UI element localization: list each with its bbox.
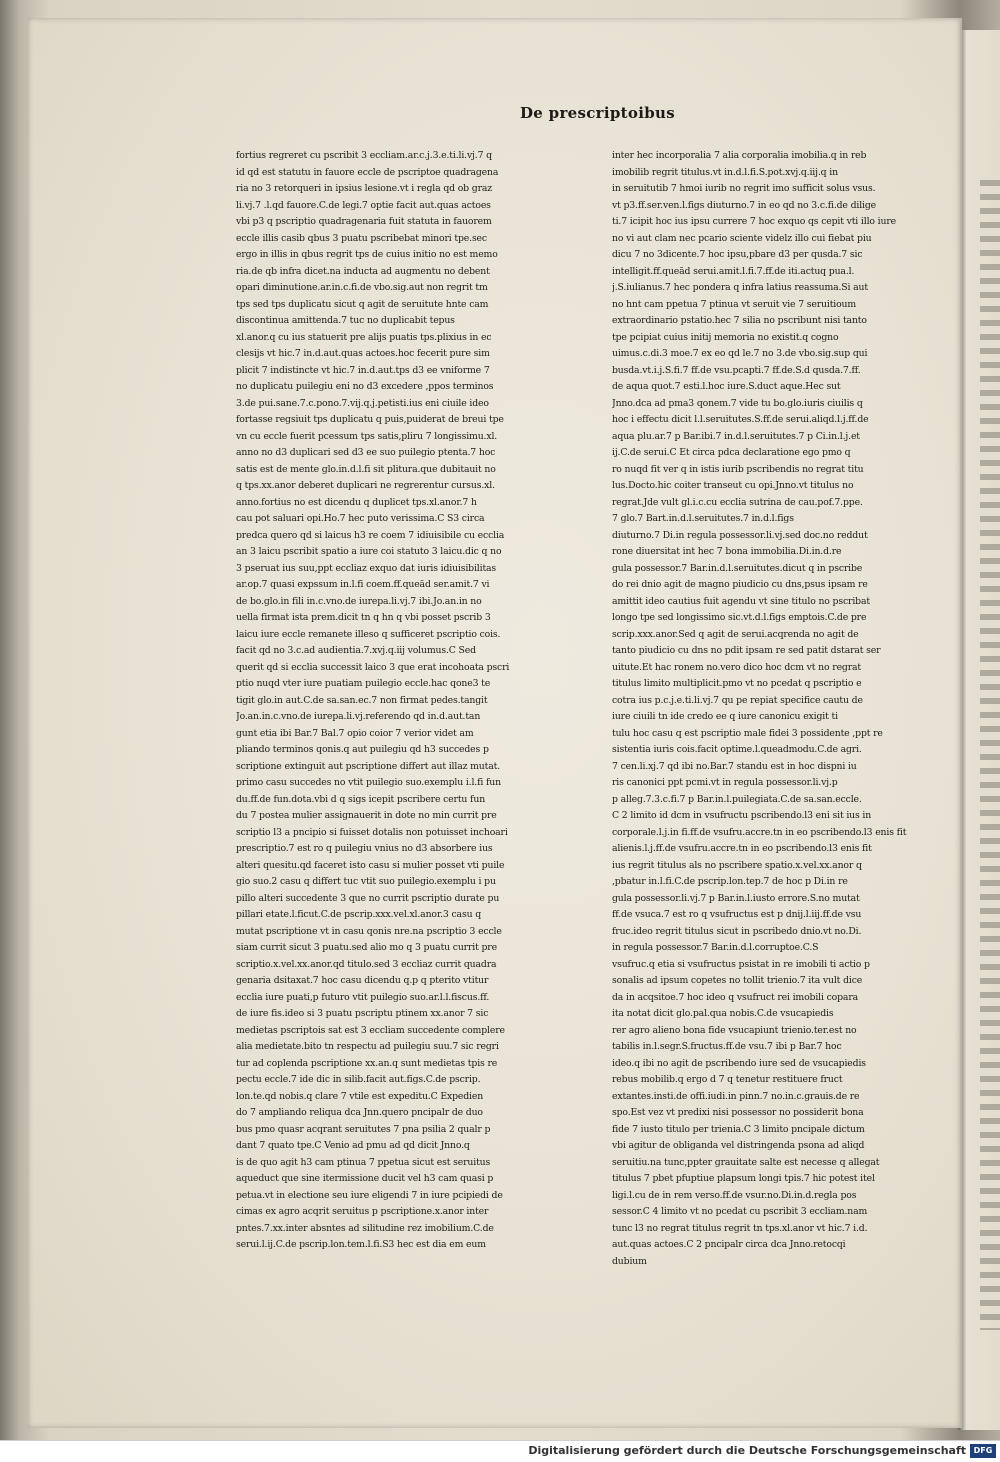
text-line: rone diuersitat int hec 7 bona immobilia.Di.in.d.re	[612, 546, 842, 557]
text-line: siam currit sicut 3 puatu.sed alio mo q 3 puatu currit pre	[236, 942, 497, 953]
text-line: id qd est statutu in fauore eccle de pscriptoe quadragena	[236, 166, 499, 178]
text-line: tpe pcipiat cuius initij memoria no existit.q cogno	[612, 331, 839, 343]
text-line: uitute.Et hac ronem no.vero dico hoc dcm vt no regrat	[612, 661, 861, 673]
text-line: no duplicatu puilegiu eni no d3 excedere ,ppos terminos	[236, 381, 494, 392]
text-line: clesijs vt hic.7 in.d.aut.quas actoes.hoc fecerit pure sim	[236, 348, 490, 359]
text-line: intelligit.ff.queād serui.amit.l.fi.7.ff.de iti.actuq pua.l.	[612, 265, 855, 277]
digitization-footer	[0, 1440, 1000, 1462]
text-line: li.vj.7 .l.qd fauore.C.de legi.7 optie facit aut.quas actoes	[236, 199, 491, 211]
text-line: dant 7 quato tpe.C Venio ad pmu ad qd dicit Jnno.q	[236, 1140, 470, 1151]
text-line: mutat pscriptione vt in casu qonis nre.na pscriptio 3 eccle	[236, 925, 502, 937]
text-line: q tps.xx.anor deberet duplicari ne regrerentur cursus.xl.	[236, 480, 495, 491]
text-line: fruc.ideo regrit titulus sicut in pscribedo dnio.vt no.Di.	[612, 925, 862, 937]
text-line: tanto piudicio cu dns no pdit ipsam re sed patit dstarat ser	[612, 645, 881, 656]
text-line: medietas pscriptois sat est 3 eccliam succedente complere	[236, 1024, 505, 1036]
text-line: pectu eccle.7 ide dic in silib.facit aut.figs.C.de pscrip.	[236, 1074, 481, 1085]
text-line: lus.Docto.hic coiter transeut cu opi.Jnno.vt titulus no	[612, 480, 854, 491]
text-line: is de quo agit h3 cam ptinua 7 ppetua sicut est seruitus	[236, 1156, 491, 1168]
text-line: discontinua amittenda.7 tuc no duplicabit tepus	[236, 315, 455, 326]
text-line: ti.7 icipit hoc ius ipsu currere 7 hoc exquo qs cepit vti illo iure	[612, 216, 896, 227]
text-line: du 7 postea mulier assignauerit in dote no min currit pre	[236, 810, 497, 821]
text-line: pillo alteri succedente 3 que no currit pscriptio durate pu	[236, 892, 500, 904]
text-line: ff.de vsuca.7 est ro q vsufructus est p dnij.l.iij.ff.de vsu	[612, 909, 862, 920]
text-line: ptio nuqd vter iure puatiam puilegio eccle.hac qone3 te	[236, 678, 491, 689]
text-line: no hnt cam ppetua 7 ptinua vt seruit vie 7 seruitioum	[612, 298, 857, 310]
text-line: genaria dsitaxat.7 hoc casu dicendu q.p q pterito vtitur	[236, 975, 489, 986]
text-line: an 3 laicu pscribit spatio a iure coi statuto 3 laicu.dic q no	[236, 546, 502, 557]
text-line: scriptio.x.vel.xx.anor.qd titulo.sed 3 eccliaz currit quadra	[236, 958, 497, 970]
text-line: vbi agitur de obliganda vel distringenda psona ad aliqd	[612, 1140, 865, 1151]
text-line: iure ciuili tn ide credo ee q iure canonicu exigit ti	[612, 711, 838, 722]
dfg-logo: DFG	[970, 1444, 996, 1458]
text-line: bus pmo quasr acqrant seruitutes 7 pna psilia 2 qualr p	[236, 1123, 491, 1135]
text-line: cimas ex agro acqrit seruitus p pscriptione.x.anor inter	[236, 1206, 489, 1217]
text-line: gula possessor.li.vj.7 p Bar.in.l.iusto errore.S.no mutat	[612, 892, 860, 904]
text-line: ria.de qb infra dicet.na inducta ad augmentu no debent	[236, 265, 490, 277]
text-line: predca quero qd si laicus h3 re coem 7 idiuisibile cu ecclia	[236, 529, 505, 541]
text-line: xl.anor.q cu ius statuerit pre alijs puatis tps.plixius in ec	[236, 331, 492, 343]
text-line: tabilis in.l.segr.S.fructus.ff.de vsu.7 ibi p Bar.7 hoc	[612, 1041, 842, 1052]
text-line: ria no 3 retorqueri in ipsius lesione.vt i regla qd ob graz	[236, 183, 493, 194]
text-line: rebus mobilib.q ergo d 7 q tenetur restituere fruct	[612, 1074, 843, 1085]
text-line: primo casu succedes no vtit puilegio suo.exemplu i.l.fi fun	[236, 777, 501, 788]
text-line: extantes.insti.de offi.iudi.in pinn.7 no.in.c.grauis.de re	[612, 1090, 860, 1102]
text-line: 7 cen.li.xj.7 qd ibi no.Bar.7 standu est in hoc dispni iu	[612, 760, 857, 772]
text-line: gunt etia ibi Bar.7 Bal.7 opio coior 7 verior videt am	[236, 727, 474, 739]
text-line: tps sed tps duplicatu sicut q agit de seruitute hnte cam	[236, 298, 489, 310]
text-line: 3.de pui.sane.7.c.pono.7.vij.q.j.petisti.ius eni ciuile ideo	[236, 397, 489, 409]
text-line: Jo.an.in.c.vno.de iurepa.li.vj.referendo qd in.d.aut.tan	[236, 711, 481, 722]
text-line: uella firmat ista prem.dicit tn q hn q vbi posset pscrib 3	[236, 612, 491, 623]
text-line: do rei dnio agit de magno piudicio cu dns,psus ipsam re	[612, 579, 868, 590]
text-line: C 2 limito id dcm in vsufructu pscribendo.l3 eni sit ius in	[612, 810, 872, 821]
text-line: aut.quas actoes.C 2 pncipalr circa dca Jnno.retocqi	[612, 1239, 846, 1250]
text-line: petua.vt in electione seu iure eligendi 7 in iure pcipiedi de	[236, 1189, 503, 1201]
text-line: ideo.q ibi no agit de pscribendo iure sed de vsucapiedis	[612, 1057, 866, 1069]
text-line: hoc i effectu dicit l.l.seruitutes.S.ff.de serui.aliqd.l.j.ff.de	[612, 414, 869, 425]
text-line: ,pbatur in.l.fi.C.de pscrip.lon.tep.7 de hoc p Di.in re	[612, 876, 848, 887]
text-line: facit qd no 3.c.ad audientia.7.xvj.q.iij volumus.C Sed	[236, 645, 476, 656]
text-line: scrip.xxx.anor.Sed q agit de serui.acqrenda no agit de	[612, 628, 859, 640]
text-line: aqueduct que sine itermissione ducit vel h3 cam quasi p	[236, 1173, 494, 1184]
text-line: lon.te.qd nobis.q clare 7 vtile est expeditu.C Expedien	[236, 1090, 484, 1102]
text-line: opari diminutione.ar.in.c.fi.de vbo.sig.aut non regrit tm	[236, 282, 488, 293]
text-line: de aqua quot.7 esti.l.hoc iure.S.duct aque.Hec sut	[612, 381, 841, 392]
text-line: in seruitutib 7 hmoi iurib no regrit imo sufficit solus vsus.	[612, 183, 876, 194]
text-line: vn cu eccle fuerit pcessum tps satis,pliru 7 longissimu.xl.	[236, 430, 498, 442]
text-line: ita notat dicit glo.pal.qua nobis.C.de vsucapiedis	[612, 1008, 834, 1019]
text-line: fide 7 iusto titulo per trienia.C 3 limito pncipale dictum	[612, 1123, 865, 1135]
text-line: sonalis ad ipsum copetes no tollit trienio.7 ita vult dice	[612, 975, 863, 986]
text-line: ro nuqd fit ver q in istis iurib pscribendis no regrat titu	[612, 463, 864, 475]
text-line: busda.vt.i.j.S.fi.7 ff.de vsu.pcapti.7 ff.de.S.d qusda.7.ff.	[612, 364, 861, 376]
text-line: ergo in illis in qbus regrit tps de cuius initio no est memo	[236, 249, 498, 260]
text-line: do 7 ampliando reliqua dca Jnn.quero pncipalr de duo	[236, 1107, 483, 1118]
text-line: tur ad coplenda pscriptione xx.an.q sunt medietas tpis re	[236, 1057, 498, 1069]
text-line: de iure fis.ideo si 3 puatu pscriptu ptinem xx.anor 7 sic	[236, 1008, 489, 1019]
text-line: scriptio l3 a pncipio si fuisset dotalis non potuisset inchoari	[236, 826, 508, 838]
text-line: pillari etate.l.ficut.C.de pscrip.xxx.vel.xl.anor.3 casu q	[236, 909, 482, 920]
text-line: sessor.C 4 limito vt no pcedat cu pscribit 3 eccliam.nam	[612, 1206, 868, 1217]
text-line: 3 pseruat ius suu,ppt eccliaz exquo dat iuris idiuisibilitas	[236, 562, 497, 574]
running-head: De prescriptoibus	[520, 104, 675, 122]
text-line: prescriptio.7 est ro q puilegiu vnius no d3 absorbere ius	[236, 843, 493, 854]
text-line: da in acqsitoe.7 hoc ideo q vsufruct rei imobili copara	[612, 991, 859, 1003]
text-line: querit qd si ecclia successit laico 3 que erat incohoata pscri	[236, 661, 510, 673]
text-line: cotra ius p.c.j.e.ti.li.vj.7 qu pe repiat specifice cautu de	[612, 694, 863, 706]
text-line: gula possessor.7 Bar.in.d.l.seruitutes.dicut q in pscribe	[612, 562, 863, 574]
text-line: ar.op.7 quasi expssum in.l.fi coem.ff.queād ser.amit.7 vi	[236, 579, 490, 590]
text-line: ris canonici ppt pcmi.vt in regula possessor.li.vj.p	[612, 777, 838, 788]
text-line: regrat.Jde vult gl.i.c.cu ecclia sutrina de cau.pof.7.ppe.	[612, 496, 863, 508]
text-line: satis est de mente glo.in.d.l.fi sit plitura.que dubitauit no	[236, 463, 496, 475]
text-line: tunc l3 no regrat titulus regrit tn tps.xl.anor vt hic.7 i.d.	[612, 1222, 868, 1234]
text-line: pntes.7.xx.inter absntes ad silitudine rez imobilium.C.de	[236, 1222, 494, 1234]
text-line: fortius regreret cu pscribit 3 eccliam.ar.c.j.3.e.ti.li.vj.7 q	[236, 150, 492, 161]
text-line: scriptione extinguit aut pscriptione differt aut illaz mutat.	[236, 760, 501, 772]
text-line: uimus.c.di.3 moe.7 ex eo qd le.7 no 3.de vbo.sig.sup qui	[612, 348, 868, 359]
text-line: rer agro alieno bona fide vsucapiunt trienio.ter.est no	[612, 1024, 857, 1036]
text-line: anno no d3 duplicari sed d3 ee suo puilegio ptenta.7 hoc	[236, 447, 496, 458]
text-line: plicit 7 indistincte vt hic.7 in.d.aut.tps d3 ee vniforme 7	[236, 364, 490, 376]
text-line: diuturno.7 Di.in regula possessor.li.vj.sed doc.no reddut	[612, 529, 868, 541]
text-line: du.ff.de fun.dota.vbi d q sigs icepit pscribere certu fun	[236, 793, 486, 805]
text-line: extraordinario pstatio.hec 7 silia no pscribunt nisi tanto	[612, 315, 867, 326]
text-column-left	[236, 148, 546, 1254]
text-line: pliando terminos qonis.q aut puilegiu qd h3 succedes p	[236, 744, 489, 755]
text-line: imobilib regrit titulus.vt in.d.l.fi.S.pot.xvj.q.iij.q in	[612, 166, 838, 178]
text-line: eccle illis casib qbus 3 puatu pscribebat minori tpe.sec	[236, 232, 487, 244]
text-line: vt p3.ff.ser.ven.l.figs diuturno.7 in eo qd no 3.c.fi.de dilige	[612, 199, 877, 211]
text-line: p alleg.7.3.c.fi.7 p Bar.in.l.puilegiata.C.de sa.san.eccle.	[612, 793, 862, 805]
text-line: titulus 7 pbet pfuptiue plapsum longi tpis.7 hic potest itel	[612, 1173, 875, 1184]
text-line: seruitiu.na tunc,ppter grauitate salte est necesse q allegat	[612, 1156, 880, 1168]
text-line: ius regrit titulus als no pscribere spatio.x.vel.xx.anor q	[612, 859, 862, 871]
text-line: ligi.l.cu de in rem verso.ff.de vsur.no.Di.in.d.regla pos	[612, 1189, 857, 1201]
text-line: vsufruc.q etia si vsufructus psistat in re imobili ti actio p	[612, 958, 870, 970]
text-line: vbi p3 q pscriptio quadragenaria fuit statuta in fauorem	[236, 216, 492, 227]
text-line: Jnno.dca ad pma3 qonem.7 vide tu bo.glo.iuris ciuilis q	[612, 397, 863, 409]
text-line: alia medietate.bito tn respectu ad puilegiu suu.7 sic regri	[236, 1041, 499, 1052]
text-line: tigit glo.in aut.C.de sa.san.ec.7 non firmat pedes.tangit	[236, 694, 488, 706]
text-line: ecclia iure puati,p futuro vtit puilegio suo.ar.l.l.fiscus.ff.	[236, 991, 490, 1003]
text-line: tulu hoc casu q est pscriptio male fidei 3 possidente ,ppt re	[612, 727, 883, 739]
text-line: 7 glo.7 Bart.in.d.l.seruitutes.7 in.d.l.figs	[612, 513, 794, 524]
text-line: spo.Est vez vt predixi nisi possessor no possiderit bona	[612, 1107, 864, 1118]
text-line: anno.fortius no est dicendu q duplicet tps.xl.anor.7 h	[236, 496, 477, 508]
facing-page-text-fragment	[980, 180, 1000, 1330]
text-line: inter hec incorporalia 7 alia corporalia imobilia.q in reb	[612, 150, 867, 161]
text-line: fortasse regsiuit tps duplicatu q puis,puiderat de breui tpe	[236, 414, 504, 425]
text-line: laicu iure eccle remanete illeso q sufficeret pscriptio cois.	[236, 628, 501, 640]
text-line: longo tpe sed longissimo sic.vt.d.l.figs emptois.C.de pre	[612, 612, 867, 623]
text-line: corporale.l.j.in fi.ff.de vsufru.accre.tn in eo pscribendo.l3 enis fit	[612, 826, 907, 838]
text-line: amittit ideo cautius fuit agendu vt sine titulo no pscribat	[612, 595, 870, 607]
text-line: aqua plu.ar.7 p Bar.ibi.7 in.d.l.seruitutes.7 p Ci.in.l.j.et	[612, 430, 860, 442]
text-line: alteri quesitu.qd faceret isto casu si mulier posset vti puile	[236, 859, 505, 871]
text-line: no vi aut clam nec pcario sciente videlz illo cui fiebat piu	[612, 232, 872, 244]
text-line: j.S.iulianus.7 hec pondera q infra latius reassuma.Si aut	[612, 282, 868, 293]
text-line: alienis.l.j.ff.de vsufru.accre.tn in eo pscribendo.l3 enis fit	[612, 843, 872, 854]
text-line: dubium	[612, 1255, 647, 1267]
text-column-right	[612, 148, 942, 1270]
text-line: dicu 7 no 3dicente.7 hoc ipsu,pbare d3 per qusda.7 sic	[612, 249, 863, 260]
text-line: cau pot saluari opi.Ho.7 hec puto verissima.C S3 circa	[236, 513, 485, 524]
text-line: sistentia iuris cois.facit optime.l.queadmodu.C.de agri.	[612, 744, 862, 755]
text-line: titulus limito multiplicit.pmo vt no pcedat q pscriptio e	[612, 678, 862, 689]
text-line: de bo.glo.in fili in.c.vno.de iurepa.li.vj.7 ibi.Jo.an.in no	[236, 595, 482, 607]
text-line: serui.l.ij.C.de pscrip.lon.tem.l.fi.S3 hec est dia em eum	[236, 1239, 486, 1250]
footer-credit: Digitalisierung gefördert durch die Deutsche Forschungsgemeinschaft	[528, 1444, 966, 1457]
text-line: ij.C.de serui.C Et circa pdca declaratione ego pmo q	[612, 447, 851, 458]
text-line: in regula possessor.7 Bar.in.d.l.corruptoe.C.S	[612, 942, 819, 953]
text-line: gio suo.2 casu q differt tuc vtit suo puilegio.exemplu i pu	[236, 876, 496, 887]
